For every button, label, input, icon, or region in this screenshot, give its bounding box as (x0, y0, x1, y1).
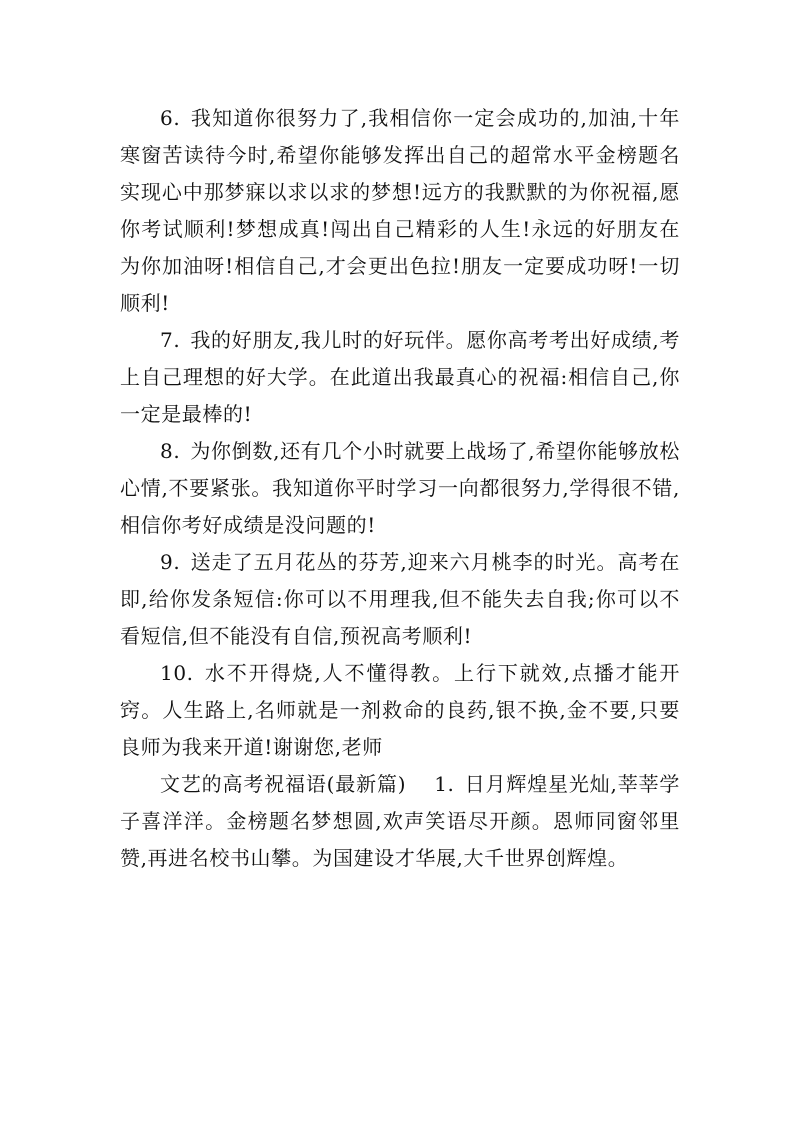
document-body (120, 100, 680, 877)
paragraph-text: 日月辉煌星光灿,莘莘学子喜洋洋。金榜题名梦想圆,欢声笑语尽开颜。恩师同窗邻里赞,再进名校书山攀。为国建设才华展,大千世界创辉煌。 (120, 772, 680, 870)
paragraph-text: 为你倒数,还有几个小时就要上战场了,希望你能够放松心情,不要紧张。我知道你平时学习一向都很努力,学得很不错,相信你考好成绩是没问题的! (120, 439, 680, 537)
paragraph-7 (120, 322, 680, 433)
paragraph-8 (120, 433, 680, 544)
paragraph-text: 我知道你很努力了,我相信你一定会成功的,加油,十年寒窗苦读待今时,希望你能够发挥出自己的超常水平金榜题名实现心中那梦寐以求以求的梦想!远方的我默默的为你祝福,愿你考试顺利!梦想成真!闯出自己精彩的人生!永远的好朋友在为你加油呀!相信自己,才会更出色拉!朋友一定要成功呀!一切顺利! (120, 106, 680, 315)
section-title: 文艺的高考祝福语(最新篇) (160, 772, 407, 796)
paragraph-6 (120, 100, 680, 322)
paragraph-9 (120, 544, 680, 655)
section-paragraph (120, 766, 680, 877)
item-number: 10. (160, 661, 194, 685)
item-number: 1. (434, 772, 455, 796)
item-number: 9. (160, 550, 181, 574)
item-number: 6. (160, 106, 181, 130)
item-number: 8. (160, 439, 181, 463)
paragraph-10 (120, 655, 680, 766)
item-number: 7. (160, 328, 181, 352)
paragraph-text: 送走了五月花丛的芬芳,迎来六月桃李的时光。高考在即,给你发条短信:你可以不用理我,但不能失去自我;你可以不看短信,但不能没有自信,预祝高考顺利! (120, 550, 680, 648)
paragraph-text: 我的好朋友,我儿时的好玩伴。愿你高考考出好成绩,考上自己理想的好大学。在此道出我最真心的祝福:相信自己,你一定是最棒的! (120, 328, 680, 426)
paragraph-text: 水不开得烧,人不懂得教。上行下就效,点播才能开窍。人生路上,名师就是一剂救命的良药,银不换,金不要,只要良师为我来开道!谢谢您,老师 (120, 661, 680, 759)
